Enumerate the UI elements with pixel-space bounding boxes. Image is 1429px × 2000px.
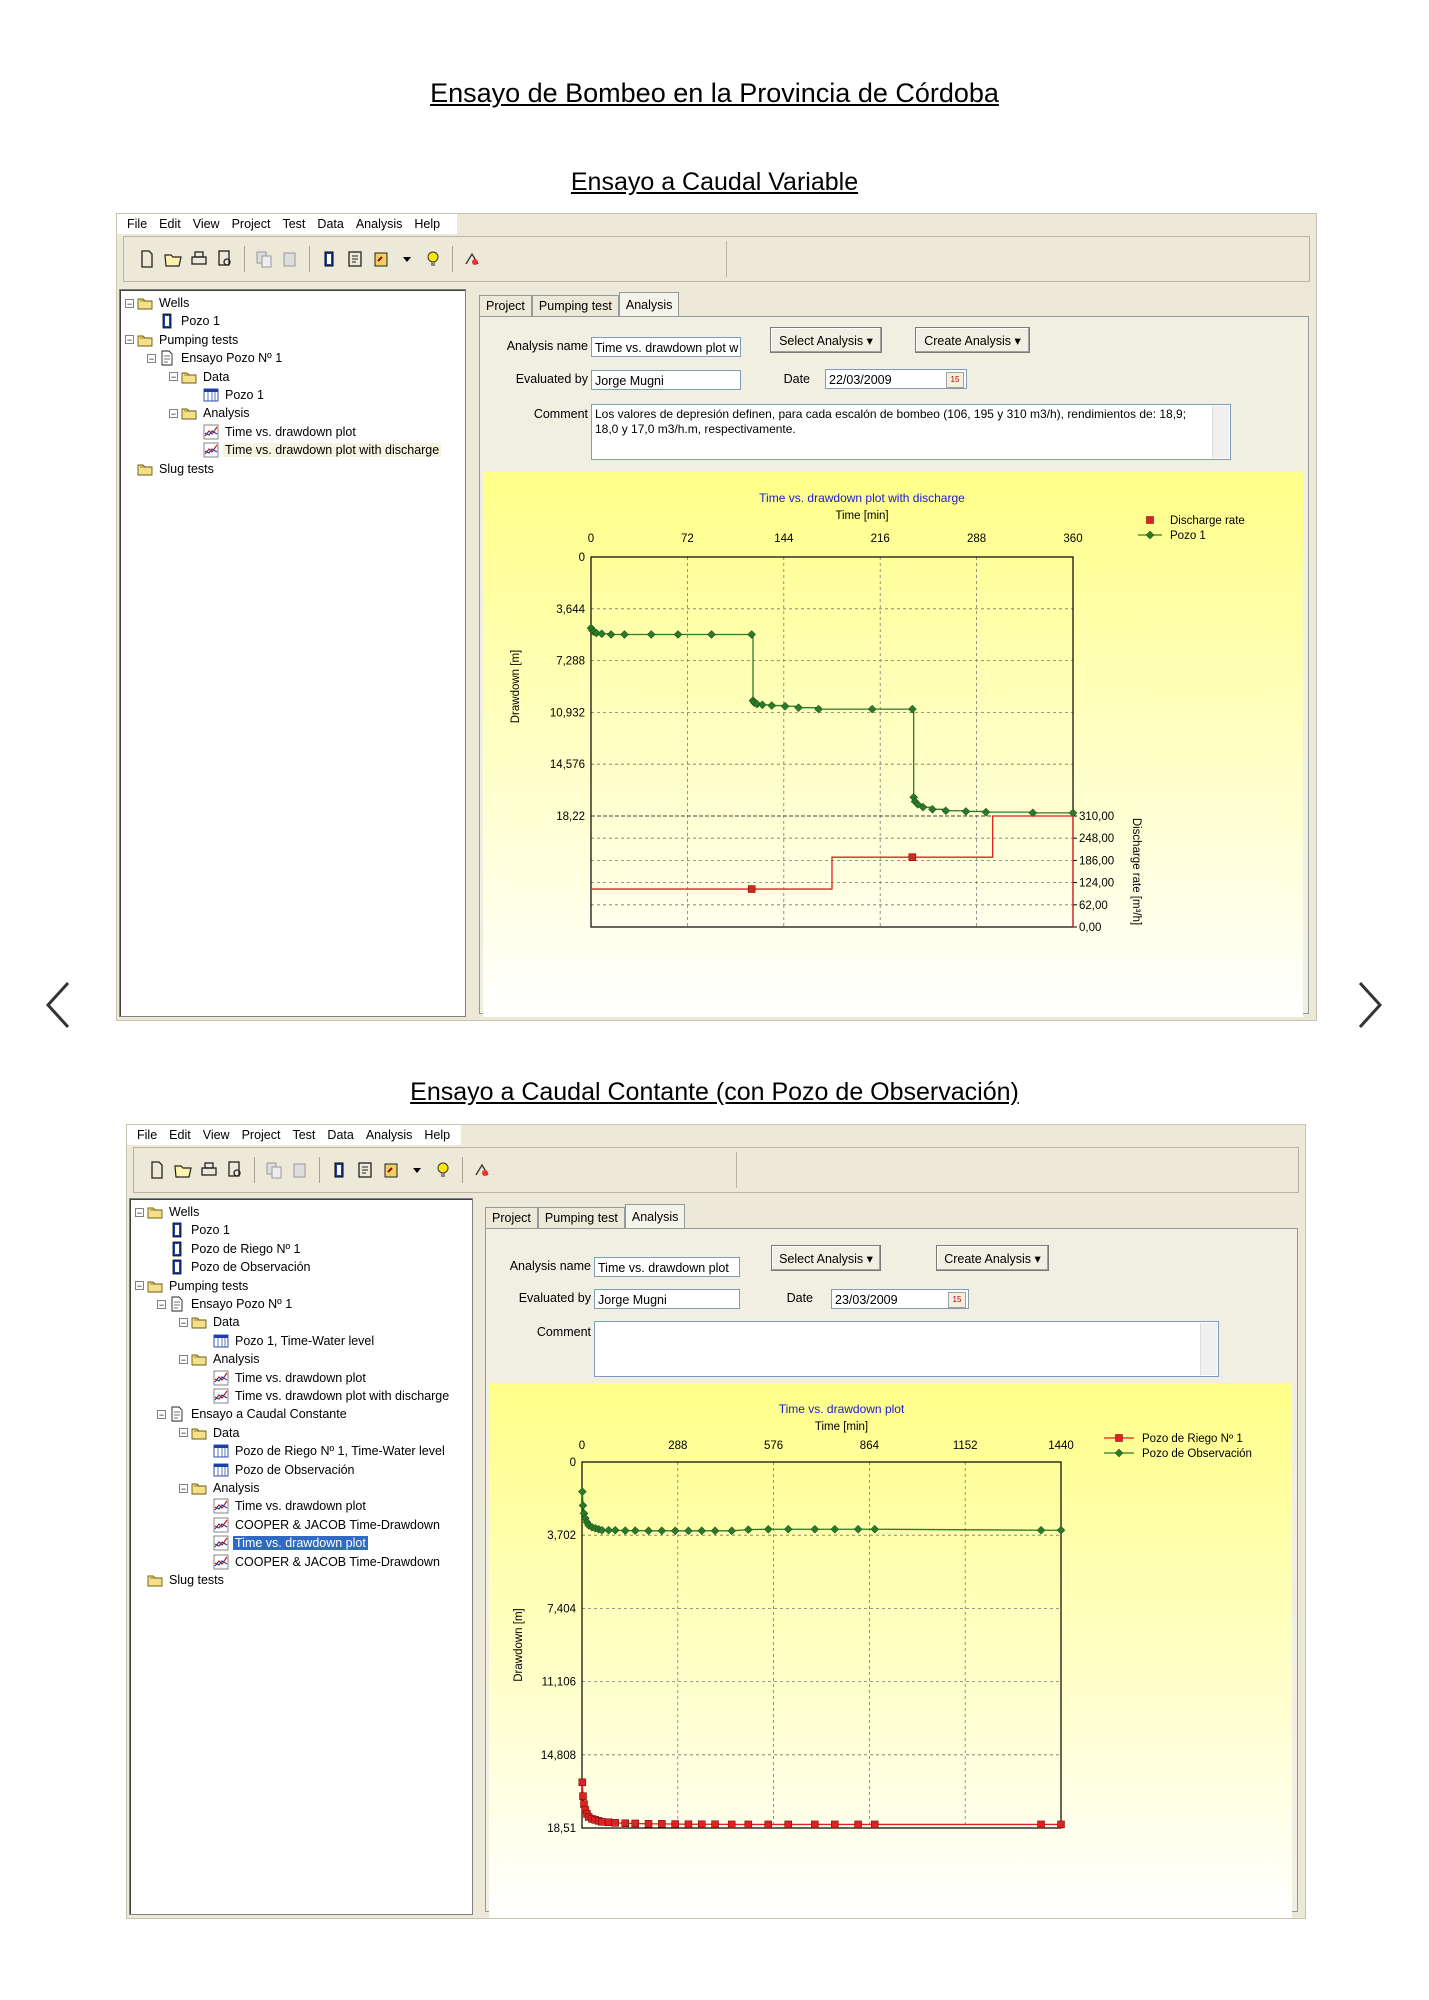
chart-background: [489, 1383, 1292, 1918]
well-icon: [169, 1259, 185, 1275]
folder-icon: [137, 295, 153, 311]
menu-analysis[interactable]: Analysis: [365, 1128, 413, 1142]
tree-item-label: Pumping tests: [169, 1278, 249, 1293]
y2-tick-label: 310,00: [1079, 811, 1115, 823]
menu-edit[interactable]: Edit: [169, 1128, 191, 1142]
data-point-pozo-de-riego-n-1: [612, 1819, 619, 1826]
app-window-constant-rate: [126, 1124, 1306, 1919]
tree-item-label: Ensayo Pozo Nº 1: [191, 1297, 293, 1311]
data-point-pozo-de-riego-n-1: [579, 1779, 586, 1786]
y2-axis-label: Discharge rate [m³/h]: [1130, 817, 1142, 926]
data-point-pozo-de-riego-n-1: [672, 1821, 679, 1828]
y2-tick-label: 248,00: [1079, 833, 1115, 846]
comment-label: Comment: [536, 1325, 591, 1339]
paste-icon[interactable]: [289, 1159, 311, 1181]
menu-help[interactable]: Help: [414, 217, 441, 231]
collapse-icon[interactable]: −: [170, 408, 177, 419]
folder-icon: [137, 332, 153, 348]
tree-item-label: Time vs. drawdown plot: [235, 1370, 366, 1385]
y-tick-label: 14,808: [540, 1749, 576, 1762]
analysis-panel: [485, 1204, 1298, 1912]
legend-marker: [1147, 517, 1154, 524]
x-tick-label: 288: [668, 1440, 688, 1452]
chevron-right-icon[interactable]: [1350, 975, 1390, 1035]
tab-project[interactable]: Project: [479, 295, 532, 316]
data-point-discharge-rate: [748, 886, 755, 893]
y-axis-label: Drawdown [m]: [513, 1608, 525, 1682]
report-icon[interactable]: [354, 1159, 376, 1181]
y-tick-label: 7,288: [556, 655, 585, 668]
tree-item-analysis[interactable]: [179, 1350, 262, 1368]
menu-project[interactable]: Project: [241, 1128, 281, 1142]
evaluated-by-input[interactable]: Jorge Mugni: [594, 1289, 740, 1309]
comment-label: Comment: [533, 407, 588, 421]
chart-icon: [203, 442, 219, 458]
evaluated-by-label: Evaluated by: [515, 372, 588, 386]
chart-title: Time vs. drawdown plot with discharge: [759, 491, 965, 505]
tab-pumping-test[interactable]: Pumping test: [532, 295, 619, 316]
data-point-pozo-de-riego-n-1: [685, 1821, 692, 1828]
print-preview-icon[interactable]: [214, 248, 236, 270]
data-point-pozo-de-riego-n-1: [658, 1820, 665, 1827]
collapse-icon[interactable]: −: [126, 335, 133, 346]
project-tree[interactable]: [119, 289, 466, 1017]
collapse-icon[interactable]: −: [126, 298, 133, 309]
tree-item-label: Analysis: [213, 1352, 260, 1367]
tree-item-label: Wells: [169, 1205, 200, 1219]
page-title: Ensayo de Bombeo en la Provincia de Córdoba: [430, 78, 999, 108]
analysis-name-input[interactable]: Time vs. drawdown plot w: [591, 337, 741, 357]
x-tick-label: 72: [681, 533, 694, 545]
tree-item-wells[interactable]: [125, 294, 191, 312]
drawdown-discharge-chart: [483, 472, 1303, 1017]
tree-item-pumping-tests[interactable]: [125, 331, 240, 349]
tree-item-data[interactable]: [179, 1313, 241, 1331]
drawdown-chart: [489, 1383, 1292, 1918]
data-point-pozo-de-riego-n-1: [745, 1821, 752, 1828]
toolbar-separator: [309, 246, 310, 272]
section-title-constant-rate: Ensayo a Caudal Contante (con Pozo de Observación): [410, 1078, 1019, 1106]
tree-item-time-vs-drawdown-plot[interactable]: [201, 1369, 368, 1387]
analysis-name-label: Analysis name: [506, 339, 588, 353]
export-icon[interactable]: [380, 1159, 402, 1181]
create-analysis-button[interactable]: Create Analysis ▾: [915, 327, 1030, 353]
legend-entry: Pozo de Riego Nº 1: [1142, 1433, 1243, 1445]
project-tree[interactable]: [129, 1198, 473, 1915]
toolbar: [133, 1147, 1299, 1193]
chart-icon: [203, 424, 219, 440]
data-point-pozo-de-riego-n-1: [728, 1821, 735, 1828]
analysis-name-input[interactable]: Time vs. drawdown plot: [594, 1257, 740, 1277]
chart-area: [489, 1383, 1292, 1918]
tree-item-label: Analysis: [203, 406, 250, 421]
data-point-pozo-de-riego-n-1: [855, 1821, 862, 1828]
tree-item-cooper-jacob-time-drawdown[interactable]: [201, 1553, 442, 1571]
toolbar-separator: [452, 246, 453, 272]
collapse-icon[interactable]: −: [158, 1299, 165, 1310]
tree-item-data[interactable]: [169, 368, 231, 386]
x-tick-label: 144: [774, 533, 794, 545]
tree-item-pozo-1[interactable]: [147, 312, 222, 330]
tab-strip: [479, 292, 679, 316]
folder-icon: [181, 369, 197, 385]
collapse-icon[interactable]: −: [180, 1354, 187, 1365]
open-folder-icon[interactable]: [172, 1159, 194, 1181]
x-tick-label: 360: [1063, 533, 1083, 545]
toolbar-separator: [254, 1157, 255, 1183]
print-icon[interactable]: [188, 248, 210, 270]
data-point-pozo-de-riego-n-1: [645, 1820, 652, 1827]
document-icon: [159, 350, 175, 366]
folder-icon: [191, 1314, 207, 1330]
data-point-pozo-de-riego-n-1: [622, 1820, 629, 1827]
well-icon[interactable]: [318, 248, 340, 270]
menu-bar: [117, 214, 457, 234]
folder-icon: [147, 1278, 163, 1294]
menu-help[interactable]: Help: [424, 1128, 451, 1142]
collapse-icon[interactable]: −: [158, 1409, 165, 1420]
copy-icon[interactable]: [253, 248, 275, 270]
tab-project[interactable]: Project: [485, 1207, 538, 1228]
tree-item-label: Data: [213, 1425, 240, 1440]
data-point-pozo-de-riego-n-1: [831, 1821, 838, 1828]
folder-icon: [147, 1572, 163, 1588]
comment-textarea[interactable]: [594, 1321, 1219, 1377]
x-tick-label: 0: [587, 533, 595, 545]
collapse-icon[interactable]: −: [180, 1317, 187, 1328]
y2-tick-label: 124,00: [1079, 877, 1115, 890]
tree-item-time-vs-drawdown-plot-with-discharge[interactable]: [191, 441, 441, 459]
document-icon: [169, 1296, 185, 1312]
y2-tick-label: 186,00: [1079, 855, 1115, 868]
tree-item-analysis[interactable]: [169, 404, 252, 422]
table-icon: [213, 1462, 229, 1478]
open-folder-icon[interactable]: [162, 248, 184, 270]
folder-icon: [191, 1480, 207, 1496]
create-analysis-button[interactable]: Create Analysis ▾: [936, 1245, 1049, 1271]
x-tick-label: 0: [578, 1440, 586, 1452]
menu-analysis[interactable]: Analysis: [355, 217, 403, 231]
tree-item-label: Slug tests: [169, 1573, 224, 1587]
tree-item-label: Ensayo a Caudal Constante: [191, 1407, 347, 1422]
chart-title: Time vs. drawdown plot: [778, 1402, 905, 1416]
y-tick-label: 0: [578, 552, 585, 564]
folder-icon: [147, 1204, 163, 1220]
menu-test[interactable]: Test: [282, 217, 306, 231]
evaluated-by-label: Evaluated by: [518, 1291, 591, 1305]
tree-item-label: Ensayo Pozo Nº 1: [181, 351, 283, 366]
tree-item-pozo-1-time-water-level[interactable]: [201, 1332, 376, 1350]
tree-item-label: COOPER & JACOB Time-Drawdown: [235, 1517, 440, 1532]
legend-entry: Pozo 1: [1170, 530, 1206, 542]
tree-item-cooper-jacob-time-drawdown[interactable]: [201, 1516, 442, 1534]
chevron-left-icon[interactable]: [40, 975, 80, 1035]
y-tick-label: 11,106: [541, 1676, 576, 1689]
collapse-icon[interactable]: −: [148, 353, 155, 364]
y-tick-label: 10,932: [549, 707, 585, 720]
date-input[interactable]: [831, 1289, 969, 1309]
tree-item-slug-tests[interactable]: [135, 1571, 226, 1589]
y-tick-label: 3,702: [547, 1530, 576, 1543]
comment-textarea[interactable]: [591, 404, 1231, 460]
copy-icon[interactable]: [263, 1159, 285, 1181]
x-tick-label: 1152: [952, 1440, 978, 1452]
tree-item-label: Data: [203, 369, 230, 384]
menu-project[interactable]: Project: [231, 217, 271, 231]
new-file-icon[interactable]: [146, 1159, 168, 1181]
tree-item-label: Pozo de Observación: [235, 1462, 355, 1477]
collapse-icon[interactable]: −: [180, 1428, 187, 1439]
tree-item-label: Pozo de Riego Nº 1, Time-Water level: [235, 1444, 445, 1459]
menu-file[interactable]: File: [127, 217, 148, 231]
folder-icon: [191, 1425, 207, 1441]
table-icon: [213, 1333, 229, 1349]
well-icon[interactable]: [328, 1159, 350, 1181]
tab-analysis[interactable]: Analysis: [619, 292, 680, 316]
tree-item-ensayo-pozo-n-1[interactable]: [147, 349, 284, 367]
tree-item-pozo-de-observacion[interactable]: [157, 1258, 313, 1276]
print-preview-icon[interactable]: [224, 1159, 246, 1181]
folder-icon: [191, 1351, 207, 1367]
evaluated-by-input[interactable]: Jorge Mugni: [591, 370, 741, 390]
toolbar-separator: [244, 246, 245, 272]
data-point-pozo-de-riego-n-1: [1058, 1821, 1065, 1828]
x-tick-label: 864: [859, 1440, 879, 1452]
x-axis-label: Time [min]: [814, 1421, 869, 1433]
toolbar: [123, 236, 1310, 282]
data-point-pozo-de-riego-n-1: [871, 1821, 878, 1828]
y-tick-label: 18,51: [547, 1823, 576, 1835]
data-point-pozo-de-riego-n-1: [632, 1820, 639, 1827]
x-tick-label: 576: [764, 1440, 784, 1452]
collapse-icon[interactable]: −: [136, 1281, 143, 1292]
data-point-pozo-de-riego-n-1: [811, 1821, 818, 1828]
menu-edit[interactable]: Edit: [159, 217, 181, 231]
lightbulb-icon[interactable]: [432, 1159, 454, 1181]
tree-item-ensayo-pozo-n-1[interactable]: [157, 1295, 294, 1313]
tree-item-time-vs-drawdown-plot[interactable]: [191, 423, 358, 441]
table-icon: [203, 387, 219, 403]
legend-marker: [1116, 1435, 1123, 1442]
data-point-pozo-de-riego-n-1: [579, 1793, 586, 1800]
well-icon: [159, 313, 175, 329]
well-icon: [169, 1222, 185, 1238]
chart-area: [483, 472, 1303, 1017]
tree-item-label: Time vs. drawdown plot: [235, 1499, 366, 1514]
y-tick-label: 0: [569, 1457, 576, 1469]
lightbulb-icon[interactable]: [422, 248, 444, 270]
tree-item-analysis[interactable]: [179, 1479, 262, 1497]
tree-item-slug-tests[interactable]: [125, 460, 216, 478]
comment-scrollbar[interactable]: [1200, 1323, 1217, 1375]
x-tick-label: 216: [870, 533, 890, 545]
y-tick-label: 18,22: [556, 811, 585, 823]
tree-item-data[interactable]: [179, 1424, 241, 1442]
dropdown-arrow-icon[interactable]: [396, 248, 418, 270]
data-point-discharge-rate: [909, 854, 916, 861]
chart-icon: [213, 1370, 229, 1386]
tree-item-wells[interactable]: [135, 1203, 201, 1221]
data-point-pozo-de-riego-n-1: [785, 1821, 792, 1828]
y-tick-label: 3,644: [556, 603, 585, 616]
tree-item-ensayo-a-caudal-constante[interactable]: [157, 1405, 349, 1423]
data-point-pozo-de-riego-n-1: [712, 1821, 719, 1828]
tree-item-pozo-de-riego-n-1-time-water-level[interactable]: [201, 1442, 447, 1460]
tree-item-label: Time vs. drawdown plot: [235, 1536, 366, 1551]
date-label: Date: [786, 1291, 813, 1305]
collapse-icon[interactable]: −: [180, 1483, 187, 1494]
analysis-name-label: Analysis name: [509, 1259, 591, 1273]
comment-text: Los valores de depresión definen, para cada escalón de bombeo (106, 195 y 310 m3/h), rendimientos de: 18,9; 18,0 y 17,0 m3/h.m, respectivamente.: [595, 407, 1187, 436]
tab-pumping-test[interactable]: Pumping test: [538, 1207, 625, 1228]
chart-icon: [213, 1554, 229, 1570]
print-icon[interactable]: [198, 1159, 220, 1181]
tree-item-label: Pozo 1: [225, 388, 264, 402]
tree-item-label: Pozo 1: [191, 1223, 230, 1238]
table-icon: [213, 1443, 229, 1459]
chart-icon: [213, 1535, 229, 1551]
date-input[interactable]: [825, 369, 967, 389]
app-window-variable-rate: [116, 213, 1317, 1021]
tree-item-label: Time vs. drawdown plot with discharge: [225, 443, 440, 458]
y-tick-label: 14,576: [549, 759, 585, 772]
calendar-icon[interactable]: 15: [948, 1292, 966, 1308]
data-point-pozo-de-riego-n-1: [605, 1819, 612, 1826]
analysis-panel: [479, 292, 1309, 1014]
section-title-variable-rate: Ensayo a Caudal Variable: [570, 168, 859, 196]
calculator-icon[interactable]: [461, 248, 483, 270]
y-axis-label: Drawdown [m]: [510, 649, 522, 724]
data-point-pozo-de-riego-n-1: [698, 1821, 705, 1828]
paste-icon[interactable]: [279, 248, 301, 270]
tree-item-pozo-1[interactable]: [157, 1221, 232, 1239]
tree-item-label: Pumping tests: [159, 332, 239, 347]
data-point-pozo-de-riego-n-1: [598, 1818, 605, 1825]
chart-background: [483, 472, 1303, 1017]
well-icon: [169, 1241, 185, 1257]
tree-item-pumping-tests[interactable]: [135, 1277, 250, 1295]
x-axis-label: Time [min]: [835, 510, 889, 522]
legend-entry: Discharge rate: [1170, 515, 1245, 527]
chart-icon: [213, 1388, 229, 1404]
tree-item-label: Slug tests: [159, 461, 214, 476]
dropdown-arrow-icon[interactable]: [406, 1159, 428, 1181]
tree-item-time-vs-drawdown-plot[interactable]: [201, 1534, 368, 1552]
select-analysis-button[interactable]: Select Analysis ▾: [770, 327, 882, 353]
tree-item-time-vs-drawdown-plot[interactable]: [201, 1497, 368, 1515]
new-file-icon[interactable]: [136, 248, 158, 270]
tree-item-time-vs-drawdown-plot-with-discharge[interactable]: [201, 1387, 451, 1405]
tab-analysis[interactable]: Analysis: [625, 1204, 686, 1228]
folder-icon: [137, 461, 153, 477]
tree-item-pozo-de-riego-n-1[interactable]: [157, 1240, 303, 1258]
tree-item-label: Wells: [159, 296, 190, 310]
data-point-pozo-de-riego-n-1: [1038, 1821, 1045, 1828]
date-value: 22/03/2009: [829, 373, 892, 387]
y2-tick-label: 62,00: [1079, 899, 1108, 912]
y2-tick-label: 0,00: [1079, 922, 1102, 934]
menu-data[interactable]: Data: [317, 217, 344, 231]
tree-item-label: Pozo de Riego Nº 1: [191, 1241, 301, 1256]
data-point-pozo-de-riego-n-1: [765, 1821, 772, 1828]
calendar-icon[interactable]: 15: [946, 372, 964, 388]
tree-item-pozo-de-observacion[interactable]: [201, 1461, 357, 1479]
x-tick-label: 1440: [1048, 1440, 1074, 1452]
chart-icon: [213, 1498, 229, 1514]
tab-strip: [485, 1204, 685, 1228]
report-icon[interactable]: [344, 248, 366, 270]
tab-body: [479, 316, 1309, 1014]
collapse-icon[interactable]: −: [136, 1207, 143, 1218]
tree-item-label: Pozo de Observación: [191, 1260, 311, 1275]
toolbar-separator: [319, 1157, 320, 1183]
legend-entry: Pozo de Observación: [1142, 1448, 1252, 1460]
tab-body: [485, 1228, 1298, 1912]
collapse-icon[interactable]: −: [170, 372, 177, 383]
tree-item-label: Analysis: [213, 1481, 260, 1495]
menu-bar: [127, 1125, 461, 1145]
date-value: 23/03/2009: [835, 1293, 898, 1307]
comment-scrollbar[interactable]: [1212, 406, 1229, 458]
menu-test[interactable]: Test: [292, 1128, 316, 1142]
menu-view[interactable]: View: [192, 217, 220, 231]
tree-item-label: Pozo 1: [181, 314, 220, 329]
menu-file[interactable]: File: [137, 1128, 158, 1142]
tree-item-label: Time vs. drawdown plot: [225, 424, 356, 439]
export-icon[interactable]: [370, 248, 392, 270]
tree-item-pozo-1[interactable]: [191, 386, 266, 404]
document-icon: [169, 1406, 185, 1422]
y-tick-label: 7,404: [547, 1603, 576, 1616]
calculator-icon[interactable]: [471, 1159, 493, 1181]
tree-item-label: Time vs. drawdown plot with discharge: [235, 1389, 450, 1403]
toolbar-separator: [462, 1157, 463, 1183]
select-analysis-button[interactable]: Select Analysis ▾: [771, 1245, 881, 1271]
x-tick-label: 288: [967, 533, 987, 545]
chart-icon: [213, 1517, 229, 1533]
menu-view[interactable]: View: [202, 1128, 230, 1142]
folder-icon: [181, 405, 197, 421]
tree-item-label: Data: [213, 1315, 240, 1330]
menu-data[interactable]: Data: [327, 1128, 354, 1142]
tree-item-label: COOPER & JACOB Time-Drawdown: [235, 1554, 440, 1569]
tree-item-label: Pozo 1, Time-Water level: [235, 1333, 375, 1348]
date-label: Date: [783, 372, 810, 386]
